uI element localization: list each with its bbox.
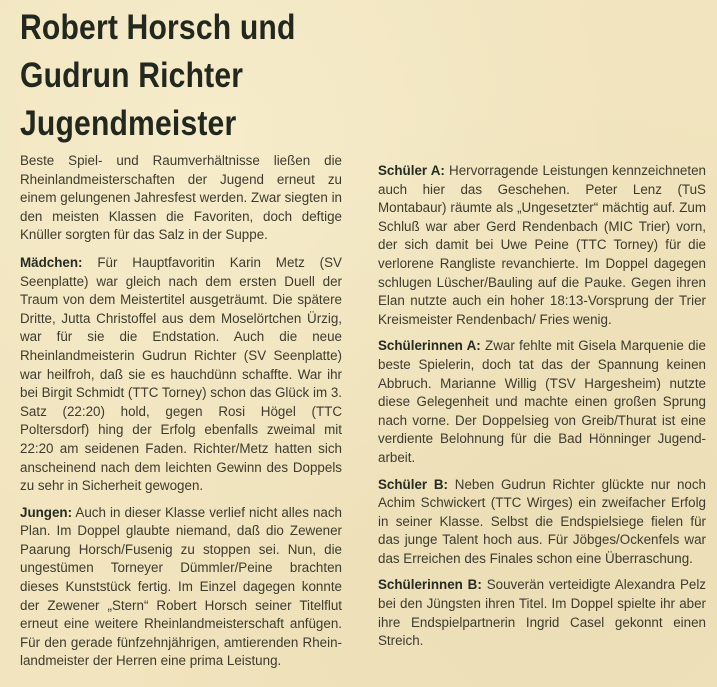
section-schueler-a [378, 162, 706, 329]
headline-line: Gudrun Richter [20, 56, 244, 95]
article-intro: Beste Spiel- und Raumverhältnisse ließen die Rheinlandmeisterschaften der Jugend erneut zu einem gelungenen Jahresfest werden. Zwar siegten in den meisten Klassen die Favoriten, doch deftige Knüller sorgten für das Salz in der Suppe. [20, 153, 342, 243]
section-schuelerinnen-b [378, 576, 706, 650]
section-label: Schülerinnen A: [378, 338, 481, 354]
section-label: Schülerinnen B: [378, 577, 482, 593]
article-headline [20, 4, 296, 148]
section-maedchen [20, 254, 342, 496]
section-label: Mädchen: [20, 254, 83, 270]
section-label: Schüler A: [378, 163, 445, 178]
section-text: Für Hauptfavoritin Karin Metz (SV Seenplatte) war gleich nach dem ersten Duell der Traum von dem Meistertitel ausgeträumt. Die spätere Dritte, Jutta Christoffel aus dem Moselörtchen Ürzig, war für sie die Endstation. Auch die neue Rheinlandmeisterin Gudrun Richter (SV Seenplatte) war heilfroh, daß sie es hauchdünn schaffte. War ihr bei Birgit Schmidt (TTC Torney) schon das Glück im 3. Satz (22:20) hold, gegen Rosi Högel (TTC Poltersdorf) hing der Erfolg ebenfalls zweimal mit 22:20 am seidenen Faden. Richter/Metz hatten sich anscheinend nach dem leichten Gewinn des Doppels zu sehr in Sicherheit gewogen. [20, 254, 342, 494]
article-column-right [378, 162, 706, 659]
headline-line: Robert Horsch und [20, 8, 296, 47]
section-text: Souverän verteidigte Alexandra Pelz bei den Jüngsten ihren Titel. Im Doppel spielte ihr aber ihre Endspielpartnerin Ingrid Casel gekonnt einen Streich. [378, 577, 706, 649]
section-text: Neben Gudrun Richter glückte nur noch Achim Schwickert (TTC Wirges) ein zweifacher Erfolg in seiner Klasse. Selbst die Endspielsiege fielen für das junge Talent hoch aus. Für Jöbges/Ockenfels war das Erreichen des Finales schon eine Überraschung. [378, 476, 706, 566]
section-label: Schüler B: [378, 476, 449, 492]
section-label: Jungen: [20, 504, 73, 520]
article-column-left [20, 152, 342, 679]
section-text: Hervorragende Leistungen kennzeichneten auch hier das Geschehen. Peter Lenz (TuS Montabaur) räumte als „Ungesetzter“ mächtig auf. Zum Schluß war aber Gerd Rendenbach (MIC Trier) vorn, der sich damit bei Uwe Peine (TTC Torney) für die verlorene Rangliste revanchierte. Im Doppel dagegen schlugen Lüscher/Bauling auf die Pauke. Gegen ihren Elan nutzte auch ein hoher 18:13-Vorsprung der Trier Kreismeister Rendenbach/ Fries wenig. [378, 163, 706, 327]
headline-line: Jugendmeister [20, 104, 237, 143]
section-schuelerinnen-a [378, 337, 706, 467]
section-text: Zwar fehlte mit Gisela Marquenie die beste Spielerin, doch tat das der Spannung keinen Abbruch. Marianne Willig (TSV Hargesheim) nutzte diese Gelegenheit und machte einen großen Sprung nach vorne. Der Doppelsieg von Greib/Thurat ist eine verdiente Belohnung für die Bad Hönninger Jugendarbeit. [378, 338, 706, 465]
section-schueler-b [378, 476, 706, 569]
section-jungen [20, 504, 342, 671]
section-text: Auch in dieser Klasse verlief nicht alles nach Plan. Im Doppel glaubte niemand, daß dio Zewener Paarung Horsch/Fusenig zu stoppen sei. Nun, die ungestümen Torneyer Dümmler/Peine brachten dieses Kunststück fertig. Im Einzel dagegen konnte der Zewener „Stern“ Robert Horsch seiner Titelflut erneut eine weitere Rheinlandmeisterschaft anfügen. Für den gerade fünfzehnjährigen, amtierenden Rheinlandmeister der Herren eine prima Leistung. [20, 504, 342, 669]
